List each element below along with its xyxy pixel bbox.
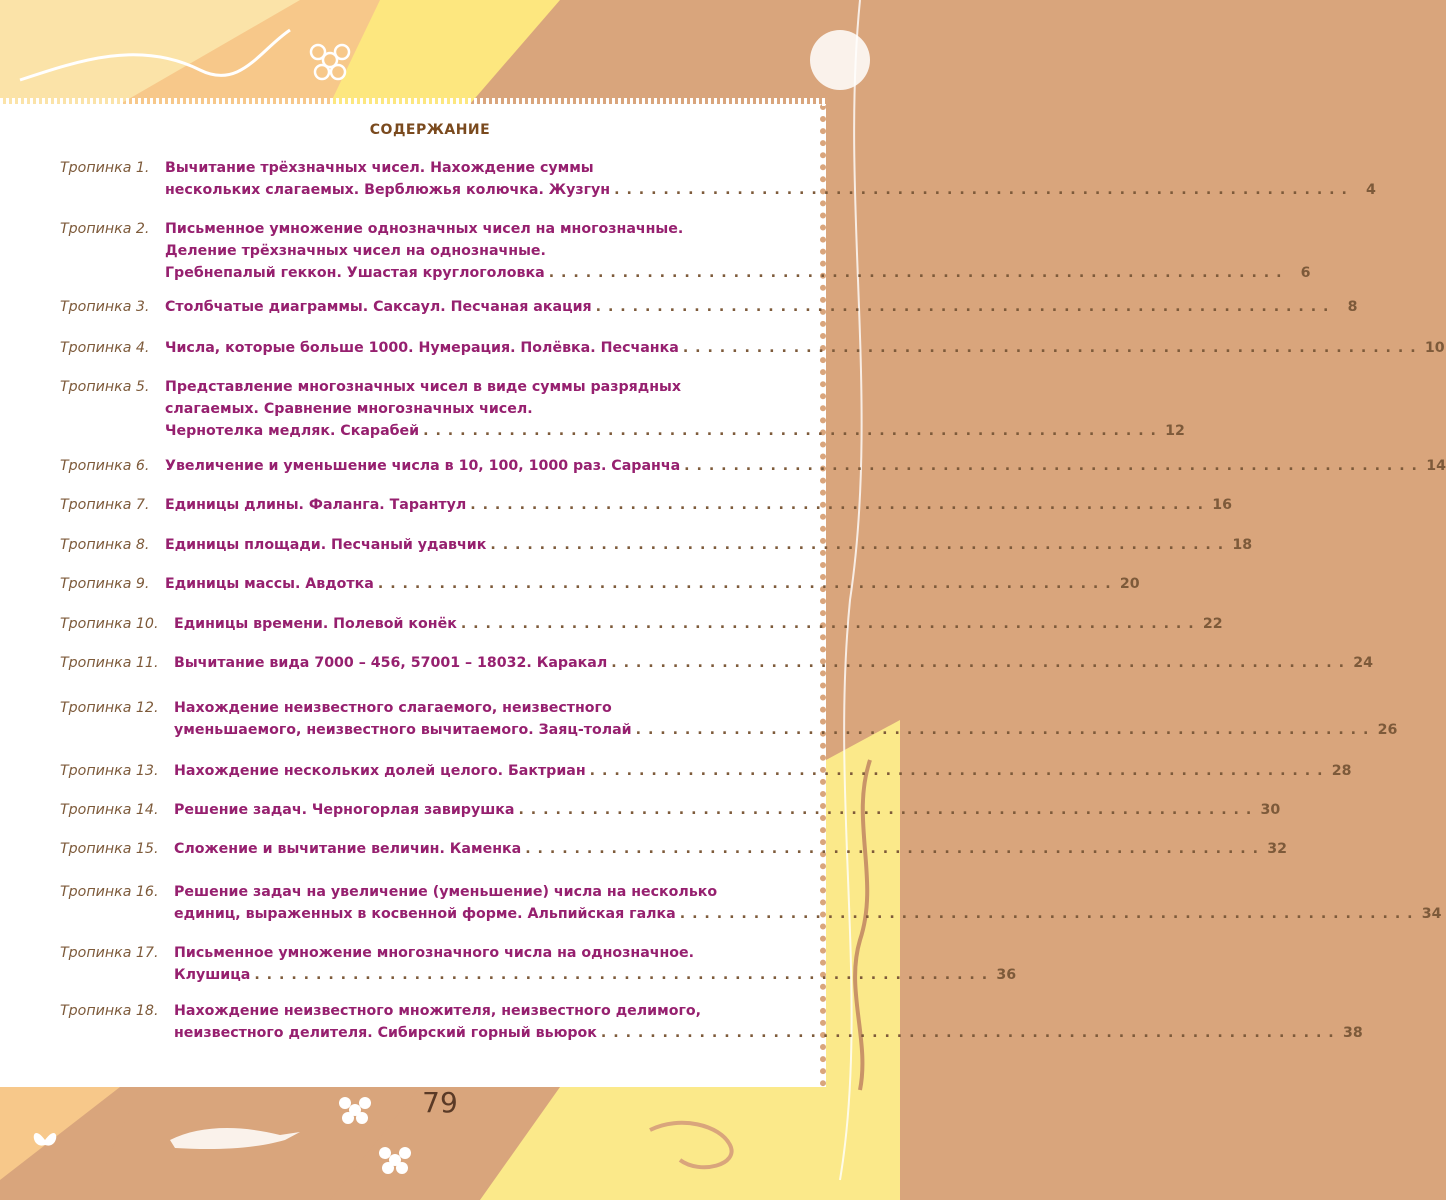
toc-entry-title-line: Чернотелка медляк. Скарабей [165,423,420,439]
toc-entry-prefix: Тропинка 15. [60,841,159,857]
toc-entry-title-line: единиц, выраженных в косвенной форме. Альпийская галка [174,906,676,922]
dot-leader: . . . . . . . . . . . . . . . . . . . . . . . . . . . . . . . . . . . . . . . . . . . . . . . . . . . . . . . . . . . . [614,182,1348,198]
toc-entry-prefix: Тропинка 7. [60,497,150,513]
toc-entry-prefix: Тропинка 9. [60,576,150,592]
toc-entry-page: 10 [1424,340,1445,356]
toc-entry-prefix: Тропинка 12. [60,700,159,716]
toc-entry-title-line: Решение задач. Черногорлая завирушка [174,802,515,818]
toc-entry-prefix: Тропинка 5. [60,379,150,395]
toc-entry-prefix: Тропинка 10. [60,616,159,632]
toc-entry-page: 18 [1232,537,1253,553]
toc-entry-title-line: уменьшаемого, неизвестного вычитаемого. Заяц-толай [174,722,632,738]
page-title: СОДЕРЖАНИЕ [369,122,491,138]
toc-entry-page: 16 [1212,497,1233,513]
toc-entry-title-line: Единицы массы. Авдотка [165,576,374,592]
toc-entry-prefix: Тропинка 16. [60,884,159,900]
toc-entry-title-line: Столбчатые диаграммы. Саксаул. Песчаная акация [165,299,592,315]
toc-entry-page: 6 [1300,265,1311,281]
toc-entry-title-line: Нахождение неизвестного множителя, неизвестного делимого, [174,1003,702,1019]
toc-entry-prefix: Тропинка 14. [60,802,159,818]
toc-entry-title-line: Единицы длины. Фаланга. Тарантул [165,497,467,513]
dot-leader: . . . . . . . . . . . . . . . . . . . . . . . . . . . . . . . . . . . . . . . . . . . . . . . . . . . . . . . . . . . . [595,299,1330,315]
dot-leader: . . . . . . . . . . . . . . . . . . . . . . . . . . . . . . . . . . . . . . . . . . . . . . . . . . . . . . . . . . . . [518,802,1253,818]
toc-entry-page: 34 [1421,906,1442,922]
dot-leader: . . . . . . . . . . . . . . . . . . . . . . . . . . . . . . . . . . . . . . . . . . . . . . . . . . . . . . . . . . . . [589,763,1324,779]
toc-entry-page: 38 [1342,1025,1363,1041]
page-number: 79 [422,1086,458,1119]
dot-leader: . . . . . . . . . . . . . . . . . . . . . . . . . . . . . . . . . . . . . . . . . . . . . . . . . . . . . . . . . . . . [548,265,1283,281]
toc-entry-page: 4 [1366,182,1376,198]
dot-leader: . . . . . . . . . . . . . . . . . . . . . . . . . . . . . . . . . . . . . . . . . . . . . . . . . . . . . . . . . . . . [377,576,1112,592]
toc-entry-prefix: Тропинка 11. [60,655,159,671]
toc-entry-title-line: Единицы площади. Песчаный удавчик [165,537,487,553]
toc-entry-prefix: Тропинка 1. [60,160,150,176]
toc-entry-prefix: Тропинка 3. [60,299,150,315]
toc-entry-prefix: Тропинка 6. [60,458,150,474]
toc-entry-title-line: Гребнепалый геккон. Ушастая круглоголовка [165,265,545,281]
toc-entry-prefix: Тропинка 4. [60,340,150,356]
toc-entry-prefix: Тропинка 8. [60,537,150,553]
toc-entry-page: 32 [1267,841,1288,857]
toc-entry-title-line: Письменное умножение многозначного числа на однозначное. [174,945,695,961]
toc-entry-page: 8 [1347,299,1358,315]
toc-entry-title-line: Увеличение и уменьшение числа в 10, 100, 1000 раз. Саранча [165,458,681,474]
toc-entry-title-line: Представление многозначных чисел в виде суммы разрядных [165,379,682,395]
dot-leader: . . . . . . . . . . . . . . . . . . . . . . . . . . . . . . . . . . . . . . . . . . . . . . . . . . . . . . . . . . . . [525,841,1260,857]
dot-leader: . . . . . . . . . . . . . . . . . . . . . . . . . . . . . . . . . . . . . . . . . . . . . . . . . . . . . . . . . . . . [460,616,1195,632]
dot-leader: . . . . . . . . . . . . . . . . . . . . . . . . . . . . . . . . . . . . . . . . . . . . . . . . . . . . . . . . . . . . [684,458,1418,474]
toc-entry-page: 24 [1353,655,1374,671]
toc-entry-title-line: Вычитание трёхзначных чисел. Нахождение суммы [165,160,594,176]
toc-entry-title-line: Решение задач на увеличение (уменьшение) числа на несколько [174,884,718,900]
dot-leader: . . . . . . . . . . . . . . . . . . . . . . . . . . . . . . . . . . . . . . . . . . . . . . . . . . . . . . . . . . . . [600,1025,1335,1041]
toc-entry-title-line: неизвестного делителя. Сибирский горный вьюрок [174,1025,597,1041]
toc-entry-title-line: Единицы времени. Полевой конёк [174,616,457,632]
toc-entry-page: 28 [1331,763,1352,779]
toc-entry-title-line: Нахождение неизвестного слагаемого, неизвестного [174,700,612,716]
toc-entry-page: 36 [996,967,1017,983]
panel-top-border [0,98,826,106]
toc-entry-title-line: Клушица [174,967,251,983]
toc-entry-title-line: Деление трёхзначных чисел на однозначные. [165,243,546,259]
dot-leader: . . . . . . . . . . . . . . . . . . . . . . . . . . . . . . . . . . . . . . . . . . . . . . . . . . . . . . . . . . . . [423,423,1157,439]
toc-entry-page: 26 [1377,722,1398,738]
toc-entry-page: 30 [1260,802,1281,818]
dot-leader: . . . . . . . . . . . . . . . . . . . . . . . . . . . . . . . . . . . . . . . . . . . . . . . . . . . . . . . . . . . . [254,967,989,983]
toc-entry-title-line: слагаемых. Сравнение многозначных чисел. [165,401,533,417]
toc-entry-prefix: Тропинка 18. [60,1003,159,1019]
toc-entry-page: 20 [1119,576,1140,592]
dot-leader: . . . . . . . . . . . . . . . . . . . . . . . . . . . . . . . . . . . . . . . . . . . . . . . . . . . . . . . . . . . . [611,655,1346,671]
toc-entry-title-line: Нахождение нескольких долей целого. Бактриан [174,763,586,779]
toc-entry-prefix: Тропинка 2. [60,221,150,237]
toc-entry-prefix: Тропинка 13. [60,763,159,779]
dot-leader: . . . . . . . . . . . . . . . . . . . . . . . . . . . . . . . . . . . . . . . . . . . . . . . . . . . . . . . . . . . . [679,906,1414,922]
toc-entry-page: 12 [1165,423,1185,439]
toc-entry-title-line: Числа, которые больше 1000. Нумерация. Полёвка. Песчанка [165,340,679,356]
dot-leader: . . . . . . . . . . . . . . . . . . . . . . . . . . . . . . . . . . . . . . . . . . . . . . . . . . . . . . . . . . . . [635,722,1370,738]
toc-entry-title-line: Вычитание вида 7000 – 456, 57001 – 18032. Каракал [174,655,608,671]
toc-entry-page: 14 [1426,458,1446,474]
dot-leader: . . . . . . . . . . . . . . . . . . . . . . . . . . . . . . . . . . . . . . . . . . . . . . . . . . . . . . . . . . . . [490,537,1225,553]
toc-entry-title-line: Письменное умножение однозначных чисел на многозначные. [165,221,684,237]
plant-icon [810,30,870,90]
toc-entry-page: 22 [1202,616,1223,632]
dot-leader: . . . . . . . . . . . . . . . . . . . . . . . . . . . . . . . . . . . . . . . . . . . . . . . . . . . . . . . . . . . . [682,340,1417,356]
toc-entry-title-line: нескольких слагаемых. Верблюжья колючка. Жузгун [165,182,611,198]
toc-entry-title-line: Сложение и вычитание величин. Каменка [174,841,522,857]
toc-entry-prefix: Тропинка 17. [60,945,159,961]
dot-leader: . . . . . . . . . . . . . . . . . . . . . . . . . . . . . . . . . . . . . . . . . . . . . . . . . . . . . . . . . . . . [470,497,1205,513]
